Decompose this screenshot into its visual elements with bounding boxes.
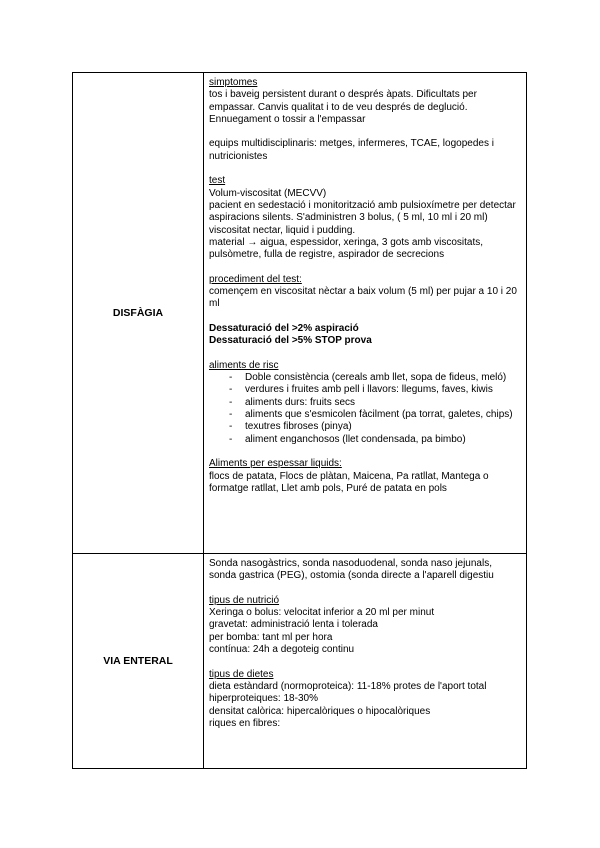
equips-text: equips multidisciplinaris: metges, infermeres, TCAE, logopedes i nutricionistes — [209, 138, 494, 162]
row-content-via-enteral — [204, 554, 527, 769]
nutricio-heading: tipus de nutrició — [209, 594, 280, 606]
nutricio-line: gravetat: administració lenta i tolerada — [209, 619, 378, 631]
procediment-heading: procediment del test: — [209, 273, 302, 285]
dessaturacio-line: Dessaturació del >2% aspiració — [209, 322, 359, 334]
list-item: - Doble consistència (cereals amb llet, sopa de fideus, meló) — [229, 372, 520, 384]
simptomes-heading: simptomes — [209, 77, 258, 88]
dietes-line: dieta estàndard (normoproteica): 11-18% protes de l'aport total — [209, 680, 487, 692]
espessar-heading: Aliments per espessar liquids: — [209, 458, 342, 470]
simptomes-text: tos i baveig persistent durant o després àpats. Dificultats per empassar. Canvis qualitat i to de veu després de deglució. Ennuegament o tossir a l'empassar — [209, 89, 477, 125]
row-label-disfagia: DISFÀGIA — [73, 73, 204, 554]
test-line: pacient en sedestació i monitorització amb pulsioxímetre per detectar aspiracions silents. S'administren 3 bolus, ( 5 ml, 10 ml i 20 ml) viscositat nectar, liquid i pudding. — [209, 199, 516, 236]
list-item: - verdures i fruites amb pell i llavors: llegums, faves, kiwis — [229, 384, 520, 396]
aliments-risc-heading: aliments de risc — [209, 359, 279, 371]
list-item: - aliment enganchosos (llet condensada, pa bimbo) — [229, 434, 520, 446]
espessar-text: flocs de patata, Flocs de plàtan, Maicena, Pa ratllat, Mantega o formatge ratllat, Llet amb pols, Puré de patata en pols — [209, 470, 489, 494]
dietes-line: hiperproteiques: 18-30% — [209, 693, 318, 705]
nutricio-line: per bomba: tant ml per hora — [209, 631, 333, 643]
list-item: - texutres fibroses (pinya) — [229, 421, 520, 433]
row-content-disfagia — [204, 73, 527, 554]
table-row-via-enteral — [73, 554, 527, 769]
test-line: material → aigua, espessidor, xeringa, 3 gots amb viscositats, pulsòmetre, fulla de registre, aspirador de secrecions — [209, 236, 484, 261]
dietes-line: riques en fibres: — [209, 717, 281, 729]
list-item: - aliments que s'esmicolen fàcilment (pa torrat, galetes, chips) — [229, 409, 520, 421]
nutricio-line: contínua: 24h a degoteig continu — [209, 644, 355, 656]
procediment-text: començem en viscositat nèctar a baix volum (5 ml) per pujar a 10 i 20 ml — [209, 286, 517, 310]
sondes-text: Sonda nasogàstrics, sonda nasoduodenal, sonda naso jejunals, sonda gastrica (PEG), ostomia (sonda directe a l'aparell digestiu — [209, 558, 494, 582]
aliments-risc-list — [209, 372, 520, 446]
nutricio-line: Xeringa o bolus: velocitat inferior a 20 ml per minut — [209, 607, 435, 619]
list-item: - aliments durs: fruits secs — [229, 397, 520, 409]
dietes-heading: tipus de dietes — [209, 668, 274, 680]
dietes-line: densitat calòrica: hipercalòriques o hipocalòriques — [209, 705, 431, 717]
test-heading: test — [209, 175, 226, 187]
test-line: Volum-viscositat (MECVV) — [209, 187, 327, 199]
notes-table — [72, 72, 527, 769]
row-label-via-enteral: VIA ENTERAL — [73, 554, 204, 769]
dessaturacio-line: Dessaturació del >5% STOP prova — [209, 335, 372, 347]
table-row-disfagia — [73, 73, 527, 554]
